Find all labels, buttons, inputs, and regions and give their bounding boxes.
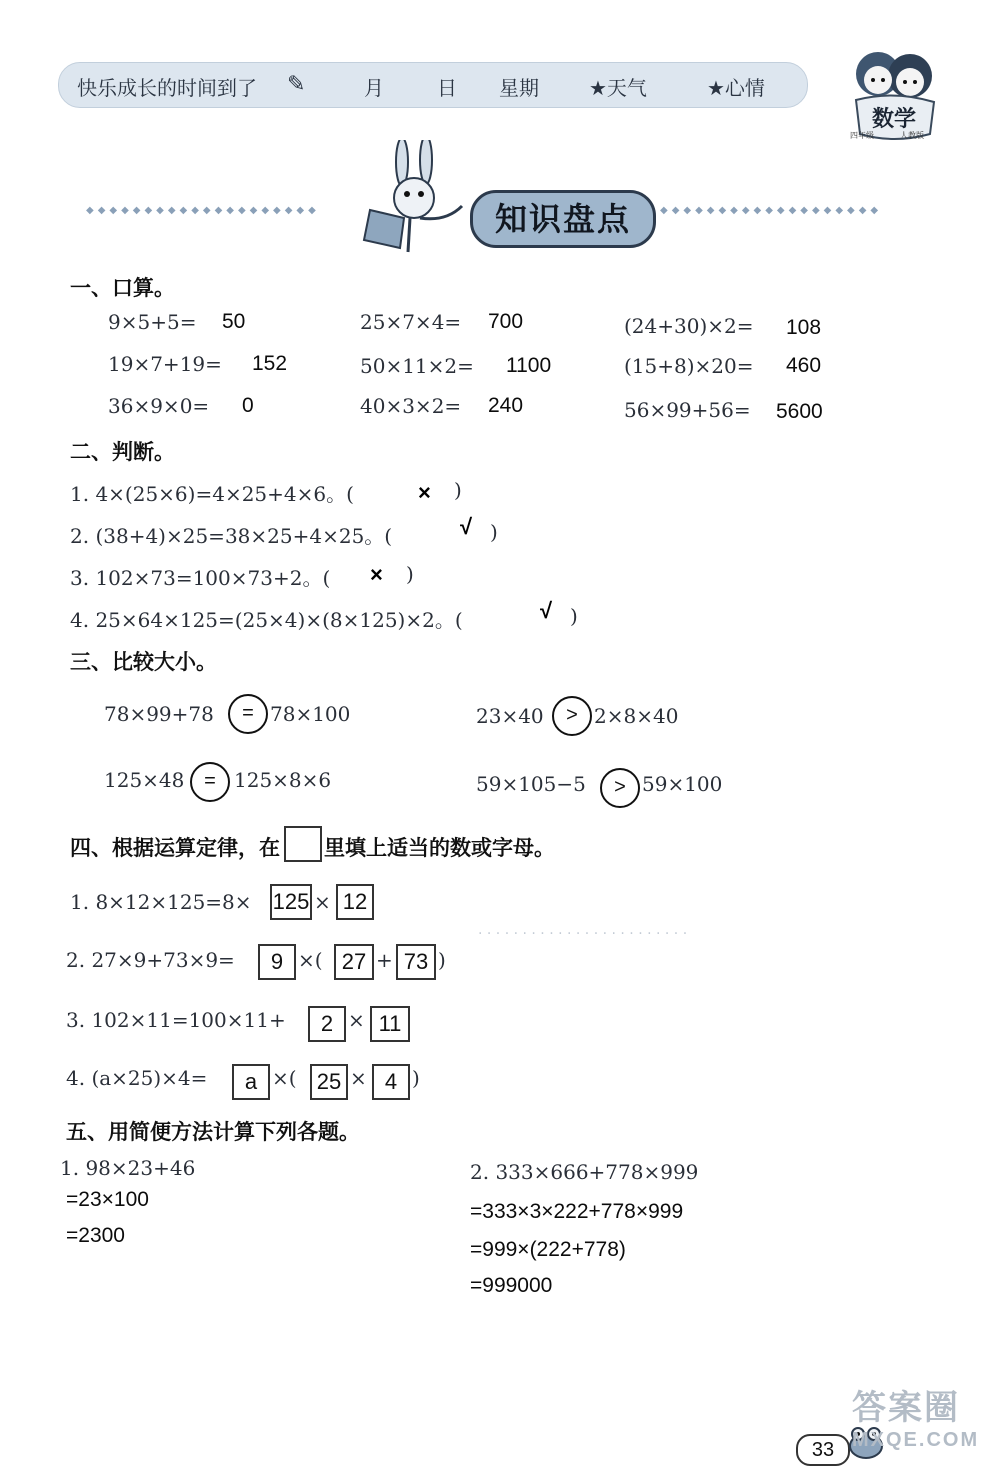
calc-step: =999×(222+778) xyxy=(470,1238,626,1261)
judgement-mark: √ xyxy=(540,598,553,623)
part4-heading-a: 四、根据运算定律，在 xyxy=(70,836,280,860)
compare-sign: > xyxy=(600,768,640,808)
compare-left: 125×48 xyxy=(104,768,185,792)
calc-question-1: 1. 98×23+46 xyxy=(60,1156,196,1180)
page-number: 33 xyxy=(796,1434,850,1466)
fill-operator: ) xyxy=(412,1066,420,1090)
judgement-question: 1. 4×(25×6)=4×25+4×6。( xyxy=(70,482,354,506)
mental-math-answer: 152 xyxy=(252,352,288,375)
fill-question: 2. 27×9+73×9= xyxy=(66,948,235,972)
header-day: 日 xyxy=(437,76,457,100)
fill-operator: + xyxy=(376,948,393,972)
calc-question-2: 2. 333×666+778×999 xyxy=(470,1160,699,1184)
fill-question: 3. 102×11=100×11+ xyxy=(66,1008,286,1032)
dotted-divider-right: ◆◆◆◆◆◆◆◆◆◆◆◆◆◆◆◆◆◆◆ xyxy=(660,205,883,216)
calc-step: =23×100 xyxy=(66,1188,149,1211)
grade-label: 四年级 xyxy=(850,131,874,140)
part5-heading: 五、用简便方法计算下列各题。 xyxy=(66,1120,360,1144)
watermark-line: MXQE.COM xyxy=(852,1429,980,1451)
header-motto: 快乐成长的时间到了 xyxy=(77,76,257,100)
compare-right: 59×100 xyxy=(642,772,723,796)
compare-sign: = xyxy=(190,762,230,802)
header-weekday: 星期 xyxy=(499,76,539,100)
mental-math-question: 25×7×4= xyxy=(360,310,462,334)
compare-sign: = xyxy=(228,694,268,734)
mental-math-question: 50×11×2= xyxy=(360,354,474,378)
mental-math-answer: 0 xyxy=(242,394,254,417)
mental-math-question: 9×5+5= xyxy=(108,310,197,334)
section-title: 知识盘点 xyxy=(470,190,656,248)
fill-question: 1. 8×12×125=8× xyxy=(70,890,252,914)
site-watermark xyxy=(852,1380,992,1460)
compare-right: 125×8×6 xyxy=(234,768,332,792)
mental-math-answer: 460 xyxy=(786,354,822,377)
judgement-question: 2. (38+4)×25=38×25+4×25。( xyxy=(70,524,393,548)
mental-math-answer: 700 xyxy=(488,310,524,333)
mental-math-answer: 240 xyxy=(488,394,524,417)
dotted-divider-left: ◆◆◆◆◆◆◆◆◆◆◆◆◆◆◆◆◆◆◆◆ xyxy=(86,205,320,216)
part4-heading-b: 里填上适当的数或字母。 xyxy=(324,836,555,860)
judgement-mark: × xyxy=(418,480,431,505)
judgement-close: ) xyxy=(570,604,578,628)
fill-question: 4. (a×25)×4= xyxy=(66,1066,208,1090)
fill-answer-box: 2 xyxy=(308,1006,346,1042)
edition-label: 人教版 xyxy=(900,131,924,140)
judgement-mark: × xyxy=(370,562,383,587)
part3-heading: 三、比较大小。 xyxy=(70,650,217,674)
judgement-question: 3. 102×73=100×73+2。( xyxy=(70,566,331,590)
judgement-close: ) xyxy=(490,520,498,544)
mental-math-answer: 50 xyxy=(222,310,246,333)
mental-math-question: 19×7+19= xyxy=(108,352,222,376)
fill-answer-box: 27 xyxy=(334,944,374,980)
fill-answer-box: 11 xyxy=(370,1006,410,1042)
fill-operator: ) xyxy=(438,948,446,972)
judgement-question: 4. 25×64×125=(25×4)×(8×125)×2。( xyxy=(70,608,463,632)
fill-answer-box: 73 xyxy=(396,944,436,980)
mental-math-answer: 108 xyxy=(786,316,822,339)
subject-label: 数学 xyxy=(872,107,917,132)
mental-math-answer: 5600 xyxy=(776,400,823,423)
calc-step: =333×3×222+778×999 xyxy=(470,1200,684,1223)
fill-operator: × xyxy=(348,1008,365,1032)
mental-math-question: 56×99+56= xyxy=(624,398,751,422)
mental-math-question: (15+8)×20= xyxy=(624,354,754,378)
rabbit-mascot-icon xyxy=(350,140,480,260)
compare-left: 59×105−5 xyxy=(476,772,586,796)
mental-math-question: 36×9×0= xyxy=(108,394,210,418)
fill-answer-box: 12 xyxy=(336,884,374,920)
subject-logo xyxy=(838,40,950,146)
compare-right: 78×100 xyxy=(270,702,351,726)
part1-heading: 一、口算。 xyxy=(70,276,175,300)
watermark-line: 答案圈 xyxy=(852,1389,960,1427)
judgement-close: ) xyxy=(454,478,462,502)
mental-math-question: 40×3×2= xyxy=(360,394,462,418)
part2-heading: 二、判断。 xyxy=(70,440,175,464)
calc-step: =999000 xyxy=(470,1274,553,1297)
compare-left: 78×99+78 xyxy=(104,702,214,726)
compare-right: 2×8×40 xyxy=(594,704,679,728)
judgement-close: ) xyxy=(406,562,414,586)
judgement-mark: √ xyxy=(460,514,473,539)
fill-answer-box: 9 xyxy=(258,944,296,980)
fill-operator: × xyxy=(350,1066,367,1090)
fill-operator: × xyxy=(314,890,331,914)
mental-math-answer: 1100 xyxy=(506,354,552,377)
watermark-text xyxy=(852,1380,992,1452)
fill-operator: ×( xyxy=(272,1066,297,1090)
fill-operator: ×( xyxy=(298,948,323,972)
mental-math-question: (24+30)×2= xyxy=(624,314,754,338)
calc-step: =2300 xyxy=(66,1224,125,1247)
fill-answer-box: 4 xyxy=(372,1064,410,1100)
scan-bleed-mark: · · · · · · · · · · · · · · · · · · · · · · · · xyxy=(478,926,688,942)
header-mood: ★心情 xyxy=(707,76,765,100)
header-weather: ★天气 xyxy=(589,76,647,100)
header-month: 月 xyxy=(364,76,384,100)
fill-answer-box: 25 xyxy=(310,1064,348,1100)
compare-left: 23×40 xyxy=(476,704,544,728)
header-banner xyxy=(58,62,808,108)
pencil-icon: ✎ xyxy=(287,72,306,97)
example-blank-box xyxy=(284,826,322,862)
fill-answer-box: 125 xyxy=(270,884,312,920)
compare-sign: > xyxy=(552,696,592,736)
fill-answer-box: a xyxy=(232,1064,270,1100)
